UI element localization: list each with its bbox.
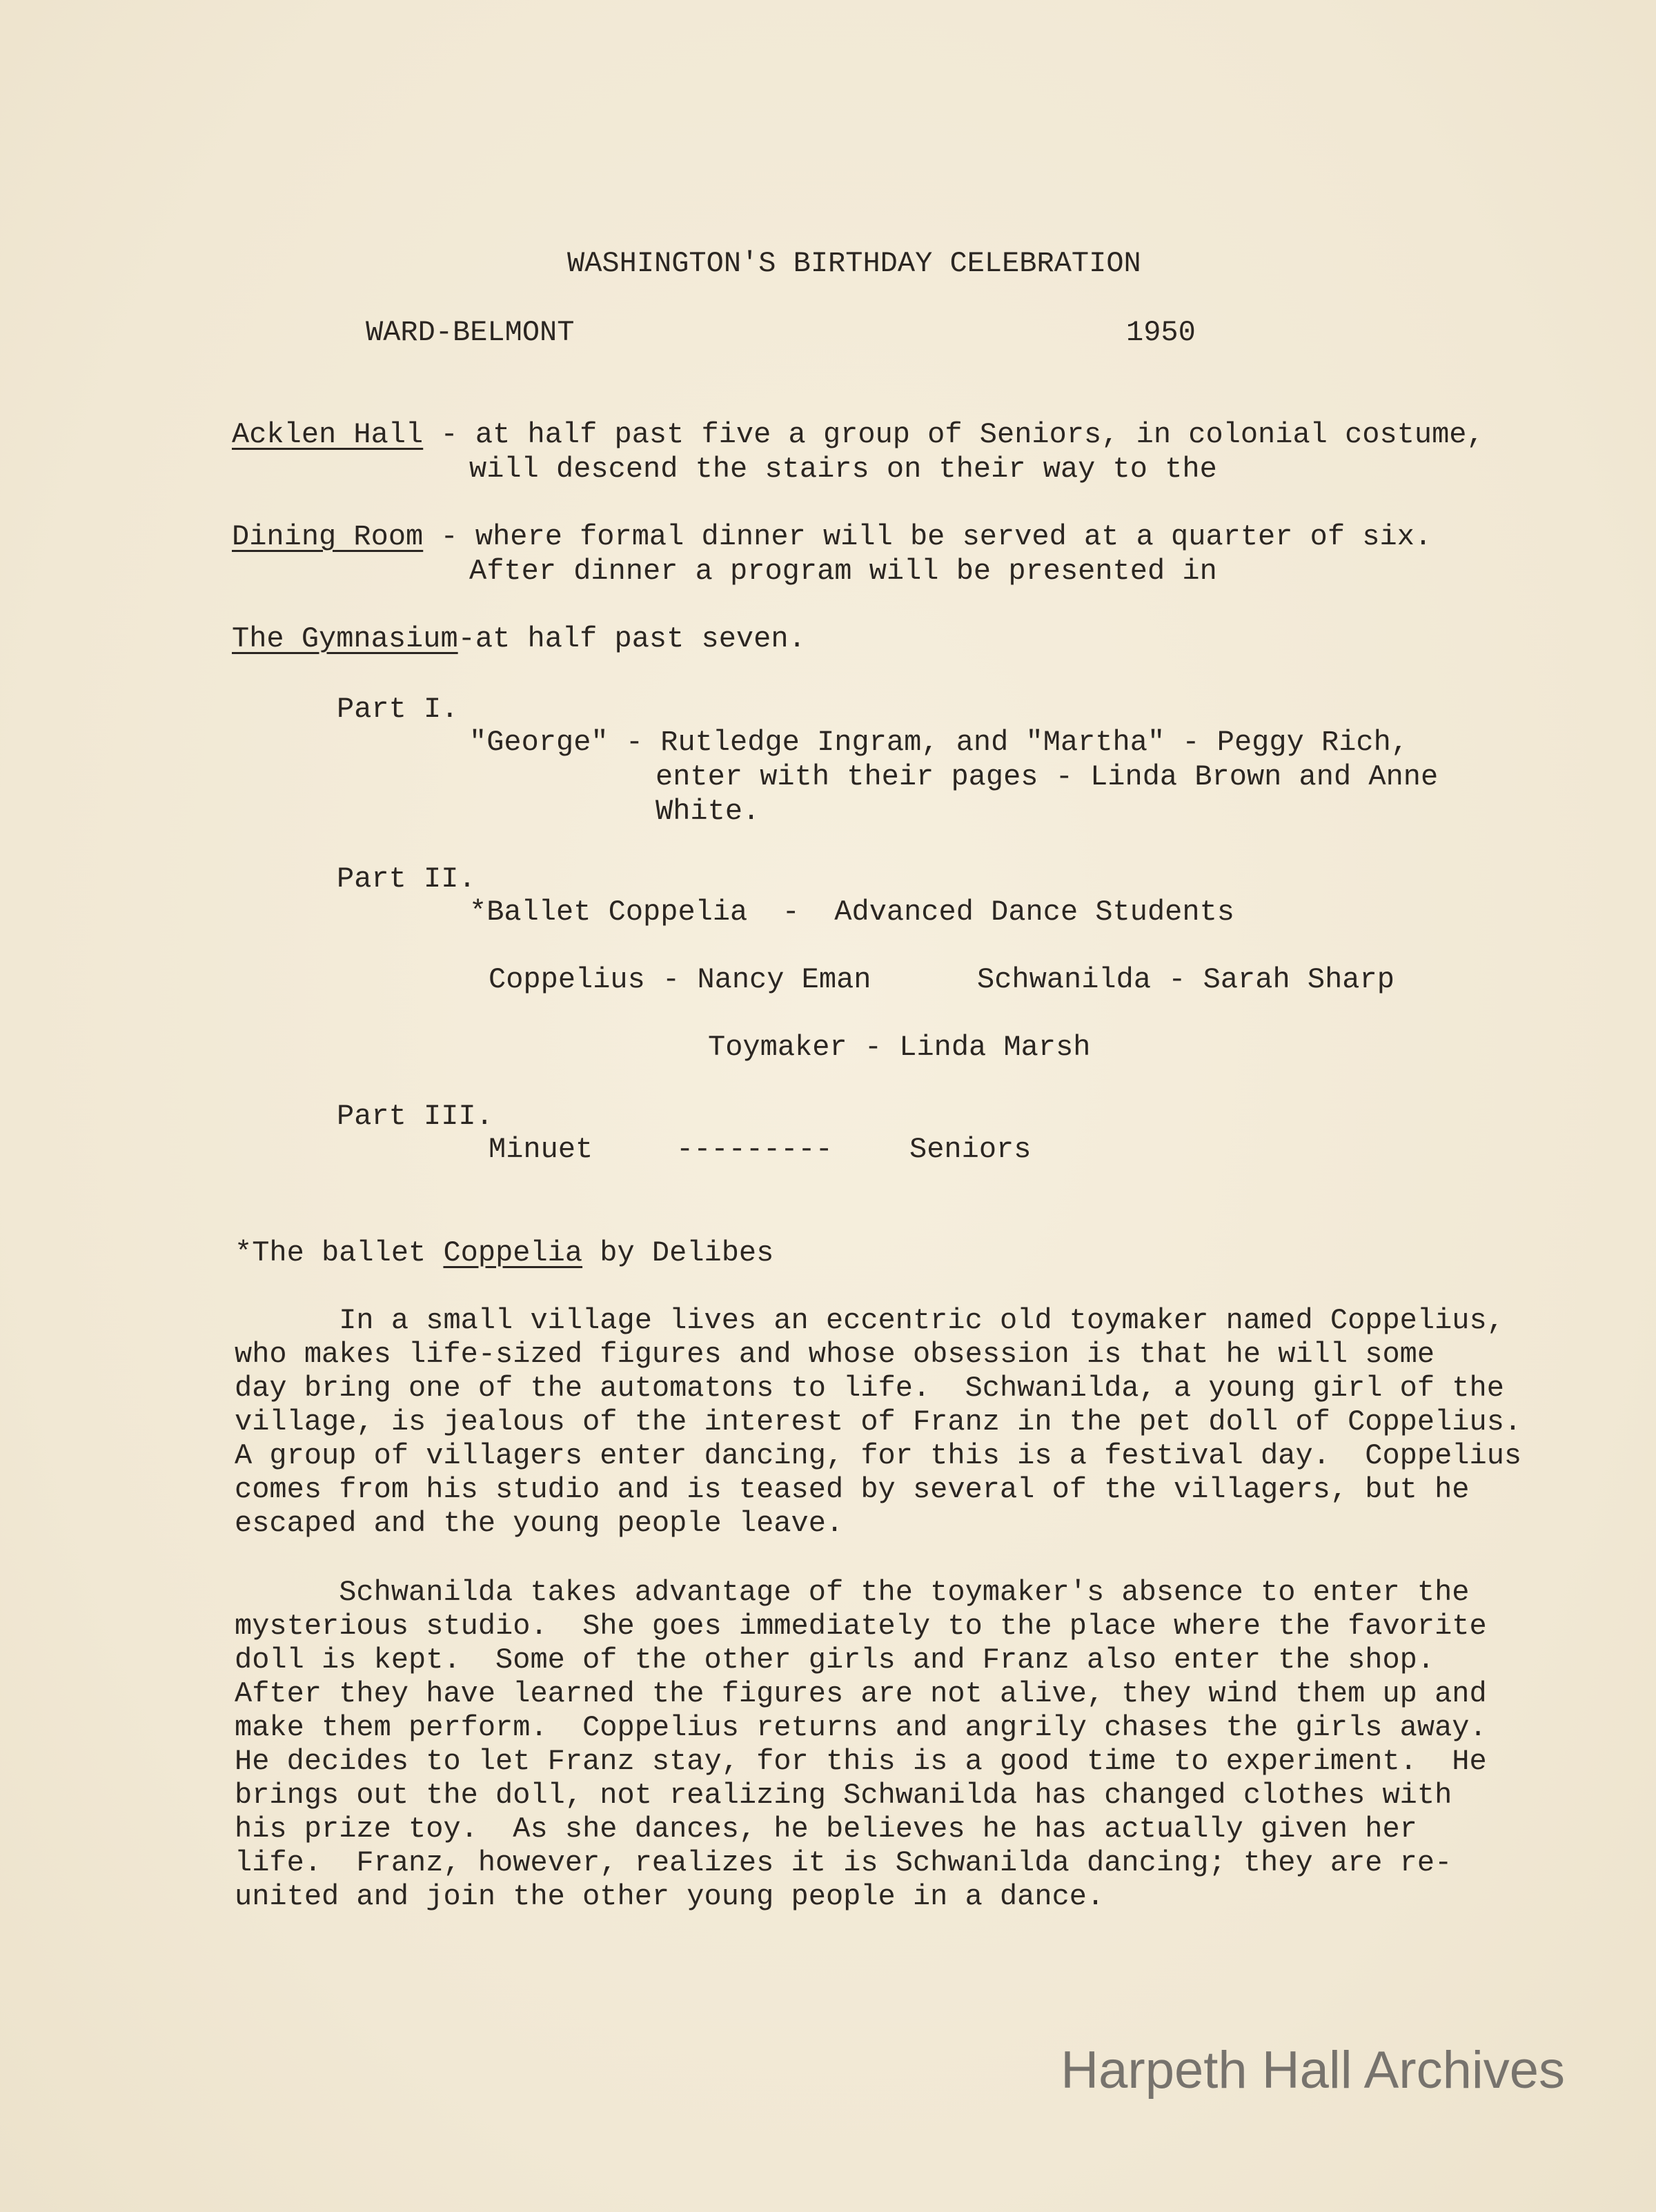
place-label: The Gymnasium xyxy=(232,622,458,655)
paragraph-line: escaped and the young people leave. xyxy=(235,1507,844,1540)
part-1-text: enter with their pages - Linda Brown and Anne xyxy=(656,760,1439,793)
school-name: WARD-BELMONT xyxy=(366,316,575,349)
synopsis-paragraph-2 xyxy=(235,1576,1504,1914)
paragraph-line: Schwanilda takes advantage of the toymaker's absence to enter the xyxy=(235,1576,1470,1609)
paragraph-line: life. Franz, however, realizes it is Schwanilda dancing; they are re- xyxy=(235,1846,1452,1879)
paragraph-line: his prize toy. As she dances, he believes he has actually given her xyxy=(235,1813,1417,1846)
schedule-dining-room xyxy=(232,520,1432,554)
part-1-text: "George" - Rutledge Ingram, and "Martha" - Peggy Rich, xyxy=(469,726,1409,759)
paragraph-line: village, is jealous of the interest of Franz in the pet doll of Coppelius. xyxy=(235,1405,1522,1439)
footnote-suffix: by Delibes xyxy=(582,1236,774,1270)
footnote-heading xyxy=(235,1236,773,1270)
part-2-text: *Ballet Coppelia - Advanced Dance Students xyxy=(469,896,1234,929)
paragraph-line: doll is kept. Some of the other girls and Franz also enter the shop. xyxy=(235,1643,1435,1677)
document-title: WASHINGTON'S BIRTHDAY CELEBRATION xyxy=(567,247,1141,280)
paragraph-line: comes from his studio and is teased by several of the villagers, but he xyxy=(235,1473,1470,1506)
footnote-prefix: *The ballet xyxy=(235,1236,444,1270)
synopsis-paragraph-1 xyxy=(235,1304,1522,1541)
year: 1950 xyxy=(1126,316,1196,349)
footnote-title: Coppelia xyxy=(443,1236,583,1270)
schedule-gymnasium xyxy=(232,622,806,656)
part-3-label: Part III. xyxy=(337,1100,493,1133)
paragraph-line: After they have learned the figures are not alive, they wind them up and xyxy=(235,1677,1487,1710)
part-2-label: Part II. xyxy=(337,862,476,896)
paragraph-line: united and join the other young people in a dance. xyxy=(235,1880,1105,1913)
separator: - xyxy=(423,418,475,451)
paragraph-line: In a small village lives an eccentric old toymaker named Coppelius, xyxy=(235,1304,1504,1337)
cast-schwanilda: Schwanilda - Sarah Sharp xyxy=(977,963,1394,996)
schedule-text: After dinner a program will be presented in xyxy=(469,555,1217,588)
separator: - xyxy=(423,520,475,553)
schedule-acklen-hall xyxy=(232,418,1484,452)
separator: - xyxy=(457,622,475,655)
part-3-performers: Seniors xyxy=(909,1133,1032,1166)
paragraph-line: make them perform. Coppelius returns and angrily chases the girls away. xyxy=(235,1711,1487,1744)
schedule-text: at half past seven. xyxy=(475,622,806,655)
part-1-text: White. xyxy=(656,795,760,828)
place-label: Acklen Hall xyxy=(232,418,424,451)
paragraph-line: He decides to let Franz stay, for this is a good time to experiment. He xyxy=(235,1745,1487,1778)
schedule-text: will descend the stairs on their way to the xyxy=(469,453,1217,486)
archive-watermark: Harpeth Hall Archives xyxy=(1061,2041,1565,2100)
paragraph-line: who makes life-sized figures and whose obsession is that he will some xyxy=(235,1338,1435,1371)
paragraph-line: A group of villagers enter dancing, for this is a festival day. Coppelius xyxy=(235,1439,1522,1472)
part-3-dance: Minuet xyxy=(489,1133,593,1166)
paragraph-line: day bring one of the automatons to life. Schwanilda, a young girl of the xyxy=(235,1372,1504,1405)
schedule-text: at half past five a group of Seniors, in colonial costume, xyxy=(475,418,1484,451)
cast-toymaker: Toymaker - Linda Marsh xyxy=(708,1031,1091,1064)
part-3-dashes: --------- xyxy=(676,1133,833,1166)
place-label: Dining Room xyxy=(232,520,424,553)
part-1-label: Part I. xyxy=(337,693,459,726)
paragraph-line: brings out the doll, not realizing Schwanilda has changed clothes with xyxy=(235,1779,1452,1812)
paragraph-line: mysterious studio. She goes immediately to the place where the favorite xyxy=(235,1610,1487,1643)
schedule-text: where formal dinner will be served at a quarter of six. xyxy=(475,520,1432,553)
cast-coppelius: Coppelius - Nancy Eman xyxy=(489,963,871,996)
